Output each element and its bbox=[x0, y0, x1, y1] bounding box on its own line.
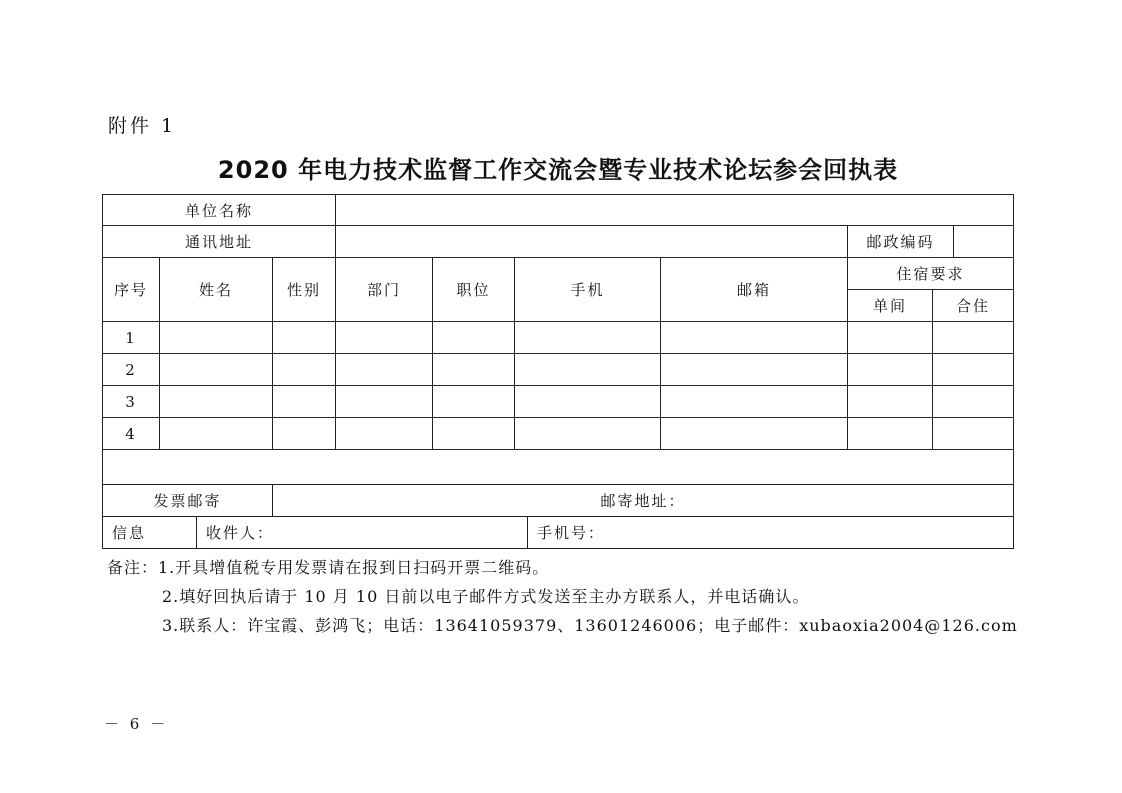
position-cell[interactable] bbox=[433, 418, 515, 450]
col-position-header: 职位 bbox=[433, 258, 515, 322]
col-name-header: 姓名 bbox=[160, 258, 273, 322]
email-cell[interactable] bbox=[661, 386, 848, 418]
row-number: 1 bbox=[103, 322, 160, 354]
dept-cell[interactable] bbox=[336, 322, 433, 354]
position-cell[interactable] bbox=[433, 322, 515, 354]
attachment-label: 附件 1 bbox=[108, 115, 177, 137]
col-email-header: 邮箱 bbox=[661, 258, 848, 322]
phone-cell[interactable] bbox=[515, 322, 661, 354]
invoice-recipient-group bbox=[103, 517, 1014, 549]
col-seq-header: 序号 bbox=[103, 258, 160, 322]
shared-room-cell[interactable] bbox=[933, 322, 1014, 354]
row-number: 3 bbox=[103, 386, 160, 418]
unit-row bbox=[103, 195, 1014, 226]
page-title: 2020 年电力技术监督工作交流会暨专业技术论坛参会回执表 bbox=[217, 156, 899, 184]
dept-cell[interactable] bbox=[336, 386, 433, 418]
blank-row bbox=[103, 450, 1014, 485]
header-row bbox=[103, 258, 1014, 290]
name-cell[interactable] bbox=[160, 322, 273, 354]
gender-cell[interactable] bbox=[273, 386, 336, 418]
address-field[interactable] bbox=[336, 226, 848, 258]
name-cell[interactable] bbox=[160, 354, 273, 386]
shared-room-cell[interactable] bbox=[933, 418, 1014, 450]
position-cell[interactable] bbox=[433, 354, 515, 386]
gender-cell[interactable] bbox=[273, 354, 336, 386]
col-single-room-header: 单间 bbox=[848, 290, 933, 322]
notes bbox=[107, 553, 1018, 640]
single-room-cell[interactable] bbox=[848, 418, 933, 450]
gender-cell[interactable] bbox=[273, 418, 336, 450]
table-row bbox=[103, 322, 1014, 354]
single-room-cell[interactable] bbox=[848, 322, 933, 354]
table-row bbox=[103, 354, 1014, 386]
shared-room-cell[interactable] bbox=[933, 386, 1014, 418]
address-label: 通讯地址 bbox=[103, 226, 336, 258]
mobile-field[interactable]: 手机号： bbox=[537, 524, 606, 542]
shared-room-cell[interactable] bbox=[933, 354, 1014, 386]
note-line-2: 2.填好回执后请于 10 月 10 日前以电子邮件方式发送至主办方联系人，并电话确认。 bbox=[162, 587, 810, 606]
dept-cell[interactable] bbox=[336, 354, 433, 386]
dept-cell[interactable] bbox=[336, 418, 433, 450]
postcode-label: 邮政编码 bbox=[848, 226, 954, 257]
registration-form-table bbox=[102, 194, 1014, 549]
blank-cell[interactable] bbox=[103, 450, 1014, 485]
postcode-group bbox=[848, 226, 1014, 258]
phone-cell[interactable] bbox=[515, 418, 661, 450]
col-dept-header: 部门 bbox=[336, 258, 433, 322]
email-cell[interactable] bbox=[661, 354, 848, 386]
address-row bbox=[103, 226, 1014, 258]
name-cell[interactable] bbox=[160, 418, 273, 450]
page-number: － 6 － bbox=[104, 715, 169, 733]
single-room-cell[interactable] bbox=[848, 354, 933, 386]
note-line-3: 3.联系人：许宝霞、彭鸿飞；电话：13641059379、13601246006；电子邮件：xubaoxia2004@126.com bbox=[162, 616, 1018, 635]
invoice-row bbox=[103, 485, 1014, 517]
email-cell[interactable] bbox=[661, 322, 848, 354]
unit-name-field[interactable] bbox=[336, 195, 1014, 226]
row-number: 4 bbox=[103, 418, 160, 450]
invoice-row bbox=[103, 517, 1014, 549]
position-cell[interactable] bbox=[433, 386, 515, 418]
phone-cell[interactable] bbox=[515, 354, 661, 386]
col-shared-room-header: 合住 bbox=[933, 290, 1014, 322]
col-phone-header: 手机 bbox=[515, 258, 661, 322]
note-line-1: 备注：1.开具增值税专用发票请在报到日扫码开票二维码。 bbox=[107, 558, 550, 577]
table-row bbox=[103, 386, 1014, 418]
col-gender-header: 性别 bbox=[273, 258, 336, 322]
phone-cell[interactable] bbox=[515, 386, 661, 418]
name-cell[interactable] bbox=[160, 386, 273, 418]
unit-name-label: 单位名称 bbox=[103, 195, 336, 226]
row-number: 2 bbox=[103, 354, 160, 386]
postcode-field[interactable] bbox=[954, 226, 1013, 257]
mail-address-field[interactable]: 邮寄地址： bbox=[273, 485, 1014, 517]
col-lodging-header: 住宿要求 bbox=[848, 258, 1014, 290]
email-cell[interactable] bbox=[661, 418, 848, 450]
single-room-cell[interactable] bbox=[848, 386, 933, 418]
recipient-field[interactable]: 收件人： bbox=[197, 517, 528, 548]
gender-cell[interactable] bbox=[273, 322, 336, 354]
invoice-label-line1: 发票邮寄 bbox=[103, 485, 273, 517]
invoice-label-line2: 信息 bbox=[103, 517, 197, 548]
table-row bbox=[103, 418, 1014, 450]
